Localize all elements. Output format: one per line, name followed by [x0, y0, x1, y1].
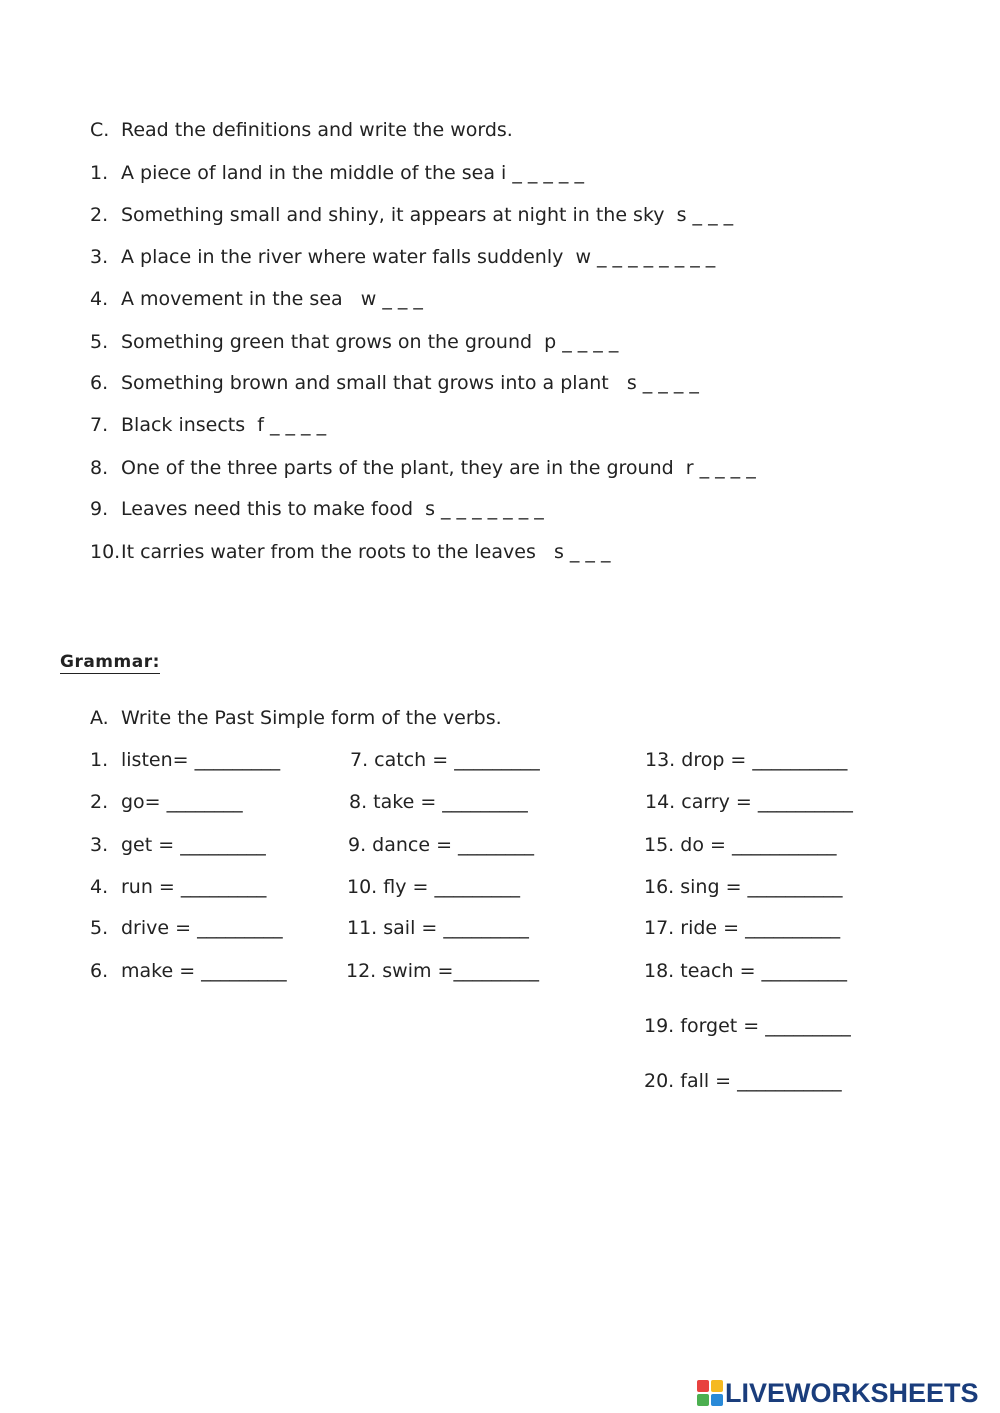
definition-number: 1.	[90, 162, 109, 184]
section-a-instruction: Write the Past Simple form of the verbs.	[121, 707, 502, 729]
verb-item: 11. sail = _________	[347, 917, 529, 939]
verb-item: 9. dance = ________	[348, 834, 535, 856]
definition-number: 4.	[90, 288, 109, 310]
verb-item: run = _________	[121, 876, 267, 898]
verb-item: 15. do = ___________	[644, 834, 837, 856]
definition-item: A piece of land in the middle of the sea i _ _ _ _ _	[121, 162, 584, 184]
verb-number: 6.	[90, 960, 109, 982]
definition-number: 7.	[90, 414, 109, 436]
definition-item: Something green that grows on the ground p _ _ _ _	[121, 331, 619, 353]
verb-item: listen= _________	[121, 749, 281, 771]
definition-number: 8.	[90, 457, 109, 479]
section-a-label: A.	[90, 707, 109, 729]
verb-number: 1.	[90, 749, 109, 771]
definition-item: A place in the river where water falls suddenly w _ _ _ _ _ _ _ _	[121, 246, 716, 268]
definition-item: One of the three parts of the plant, they are in the ground r _ _ _ _	[121, 457, 756, 479]
definition-item: Black insects f _ _ _ _	[121, 414, 327, 436]
definition-number: 5.	[90, 331, 109, 353]
verb-item: make = _________	[121, 960, 287, 982]
definition-number: 2.	[90, 204, 109, 226]
definition-number: 3.	[90, 246, 109, 268]
liveworksheets-logo-icon	[697, 1380, 723, 1406]
definition-number: 10.	[90, 541, 121, 563]
section-c-instruction: Read the definitions and write the words.	[121, 119, 513, 141]
definition-item: Leaves need this to make food s _ _ _ _ _ _ _	[121, 498, 544, 520]
verb-item: 18. teach = _________	[644, 960, 848, 982]
verb-number: 5.	[90, 917, 109, 939]
definition-number: 9.	[90, 498, 109, 520]
verb-item: 20. fall = ___________	[644, 1070, 842, 1092]
section-c-label: C.	[90, 119, 110, 141]
definition-number: 6.	[90, 372, 109, 394]
verb-item: 16. sing = __________	[644, 876, 843, 898]
verb-item: 13. drop = __________	[645, 749, 848, 771]
verb-item: 12. swim =_________	[346, 960, 539, 982]
verb-item: drive = _________	[121, 917, 283, 939]
definition-item: Something small and shiny, it appears at night in the sky s _ _ _	[121, 204, 734, 226]
verb-item: 10. fly = _________	[347, 876, 520, 898]
verb-item: 7. catch = _________	[350, 749, 540, 771]
verb-number: 2.	[90, 791, 109, 813]
brand-name: LIVEWORKSHEETS	[725, 1377, 979, 1408]
verb-item: get = _________	[121, 834, 266, 856]
verb-item: 14. carry = __________	[645, 791, 853, 813]
liveworksheets-logo	[697, 1377, 979, 1409]
definition-item: A movement in the sea w _ _ _	[121, 288, 423, 310]
verb-item: 19. forget = _________	[644, 1015, 851, 1037]
verb-number: 3.	[90, 834, 109, 856]
definition-item: It carries water from the roots to the leaves s _ _ _	[121, 541, 611, 563]
verb-item: 8. take = _________	[349, 791, 528, 813]
grammar-heading: Grammar:	[60, 652, 160, 672]
verb-item: 17. ride = __________	[644, 917, 841, 939]
definition-item: Something brown and small that grows into a plant s _ _ _ _	[121, 372, 699, 394]
verb-number: 4.	[90, 876, 109, 898]
verb-item: go= ________	[121, 791, 243, 813]
